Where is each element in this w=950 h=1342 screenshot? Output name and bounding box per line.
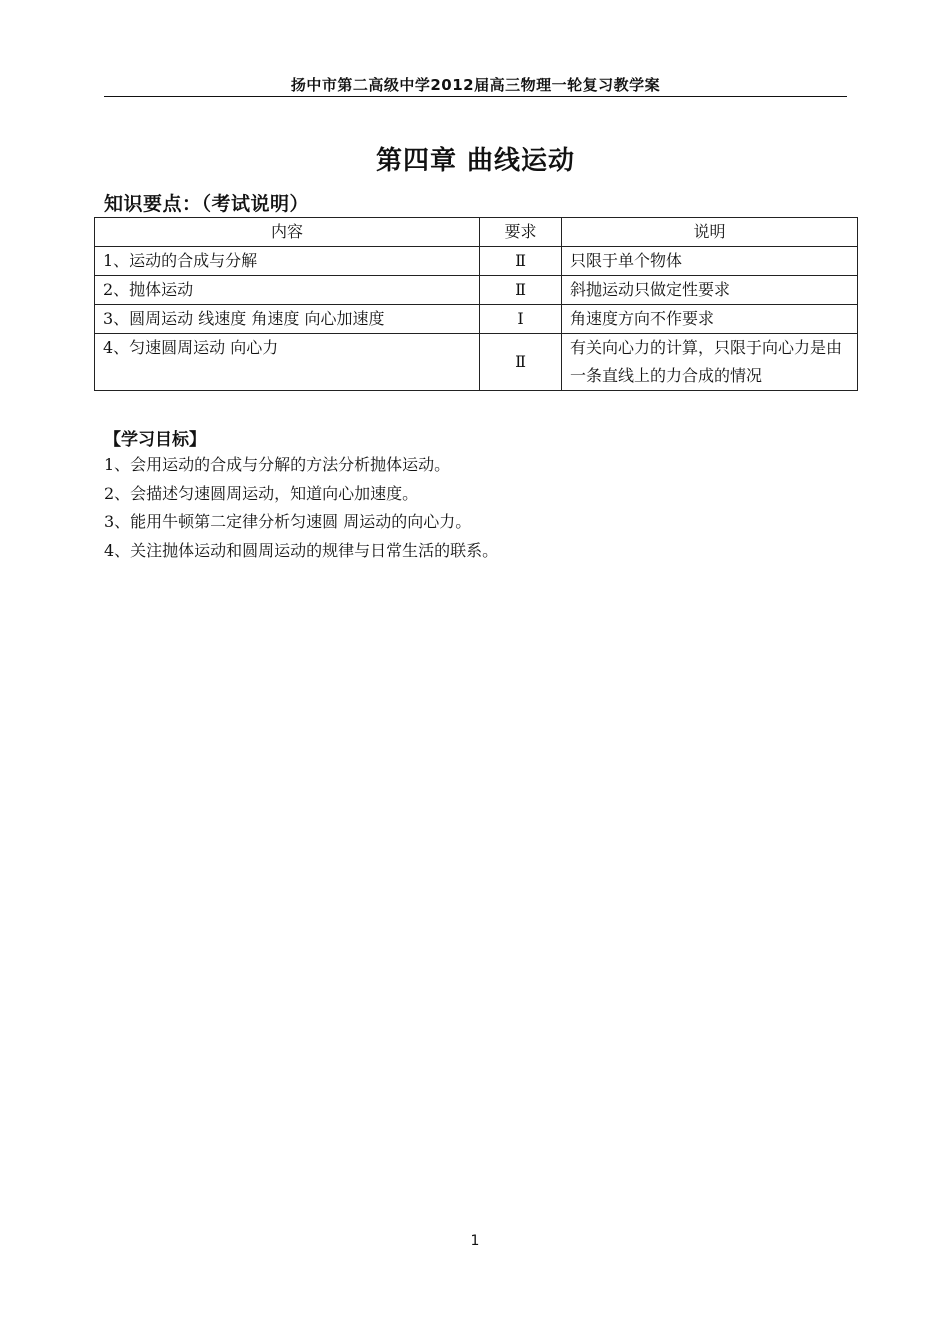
row-level: Ⅱ <box>480 334 562 391</box>
row-content: 1、运动的合成与分解 <box>95 247 480 276</box>
table-row <box>95 334 858 391</box>
goals-list <box>104 451 498 565</box>
row-level: Ⅱ <box>480 276 562 305</box>
column-header-level: 要求 <box>480 218 562 247</box>
knowledge-heading: 知识要点：（考试说明） <box>104 193 310 215</box>
table-row <box>95 247 858 276</box>
row-level: Ⅰ <box>480 305 562 334</box>
row-content: 4、匀速圆周运动 向心力 <box>95 334 480 391</box>
row-content: 2、抛体运动 <box>95 276 480 305</box>
table-row <box>95 305 858 334</box>
table-row <box>95 276 858 305</box>
list-item: 1、会用运动的合成与分解的方法分析抛体运动。 <box>104 455 451 474</box>
table-header-row <box>95 218 858 247</box>
requirements-table <box>94 217 858 391</box>
row-level: Ⅱ <box>480 247 562 276</box>
header-divider <box>104 96 847 97</box>
list-item: 2、会描述匀速圆周运动，知道向心加速度。 <box>104 483 419 503</box>
row-note: 角速度方向不作要求 <box>562 305 858 334</box>
chapter-title: 第四章 曲线运动 <box>375 146 576 176</box>
list-item: 4、关注抛体运动和圆周运动的规律与日常生活的联系。 <box>104 540 499 560</box>
row-note: 只限于单个物体 <box>562 247 858 276</box>
list-item: 3、能用牛顿第二定律分析匀速圆 周运动的向心力。 <box>104 512 472 531</box>
column-header-content: 内容 <box>95 218 480 247</box>
page-header: 扬中市第二高级中学2012届高三物理一轮复习教学案 <box>290 76 661 94</box>
page-number: 1 <box>470 1233 480 1249</box>
goals-heading: 【学习目标】 <box>104 430 206 450</box>
column-header-note: 说明 <box>562 218 858 247</box>
row-content: 3、圆周运动 线速度 角速度 向心加速度 <box>95 305 480 334</box>
row-note: 有关向心力的计算，只限于向心力是由一条直线上的力合成的情况 <box>562 334 858 391</box>
row-note: 斜抛运动只做定性要求 <box>562 276 858 305</box>
